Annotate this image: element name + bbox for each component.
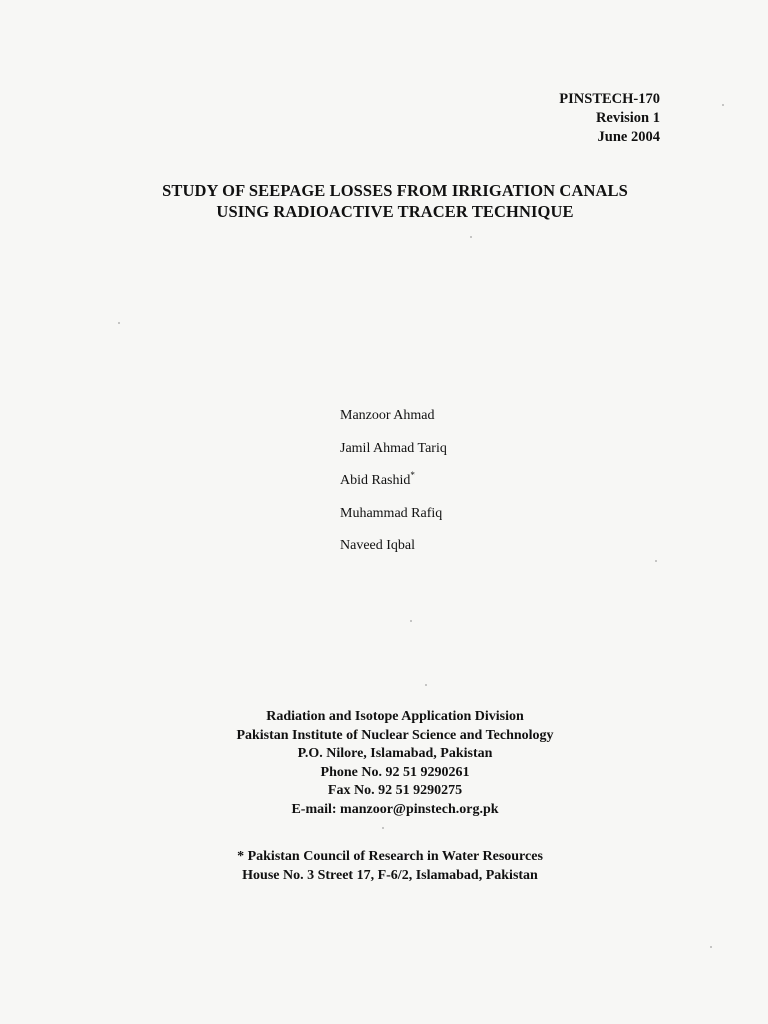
report-meta <box>559 90 660 147</box>
scan-speck <box>470 236 472 238</box>
phone-number: Phone No. 92 51 9290261 <box>320 764 470 780</box>
scan-speck <box>710 946 712 948</box>
title-line-2: USING RADIOACTIVE TRACER TECHNIQUE <box>216 202 574 221</box>
institute-name: Pakistan Institute of Nuclear Science and Technology <box>236 727 554 743</box>
author-name: Muhammad Rafiq <box>340 505 443 521</box>
report-revision: Revision 1 <box>595 110 660 126</box>
division-name: Radiation and Isotope Application Division <box>266 709 524 724</box>
footnote-line-1: * Pakistan Council of Research in Water Resources <box>237 849 543 864</box>
title-line-1: STUDY OF SEEPAGE LOSSES FROM IRRIGATION CANALS <box>162 181 628 200</box>
author-name: Naveed Iqbal <box>340 538 416 553</box>
author-name: Abid Rashid* <box>340 470 415 488</box>
footnote-block <box>0 848 768 885</box>
author-name: Jamil Ahmad Tariq <box>340 440 447 456</box>
scan-speck <box>410 620 412 622</box>
document-title <box>0 180 768 222</box>
author-list <box>340 397 447 560</box>
fax-number: Fax No. 92 51 9290275 <box>327 783 463 798</box>
scan-speck <box>722 104 724 106</box>
report-date: June 2004 <box>597 129 660 145</box>
scan-speck <box>382 827 384 829</box>
footnote-line-2: House No. 3 Street 17, F-6/2, Islamabad, Pakistan <box>242 867 538 883</box>
affiliation-block <box>0 708 768 819</box>
scan-speck <box>655 560 657 562</box>
author-name: Manzoor Ahmad <box>340 408 435 423</box>
report-number: PINSTECH-170 <box>559 91 660 107</box>
postal-address: P.O. Nilore, Islamabad, Pakistan <box>297 746 493 761</box>
scan-speck <box>118 322 120 324</box>
footnote-marker: * <box>410 470 415 480</box>
scan-speck <box>425 684 427 686</box>
email-address: E-mail: manzoor@pinstech.org.pk <box>291 801 499 817</box>
